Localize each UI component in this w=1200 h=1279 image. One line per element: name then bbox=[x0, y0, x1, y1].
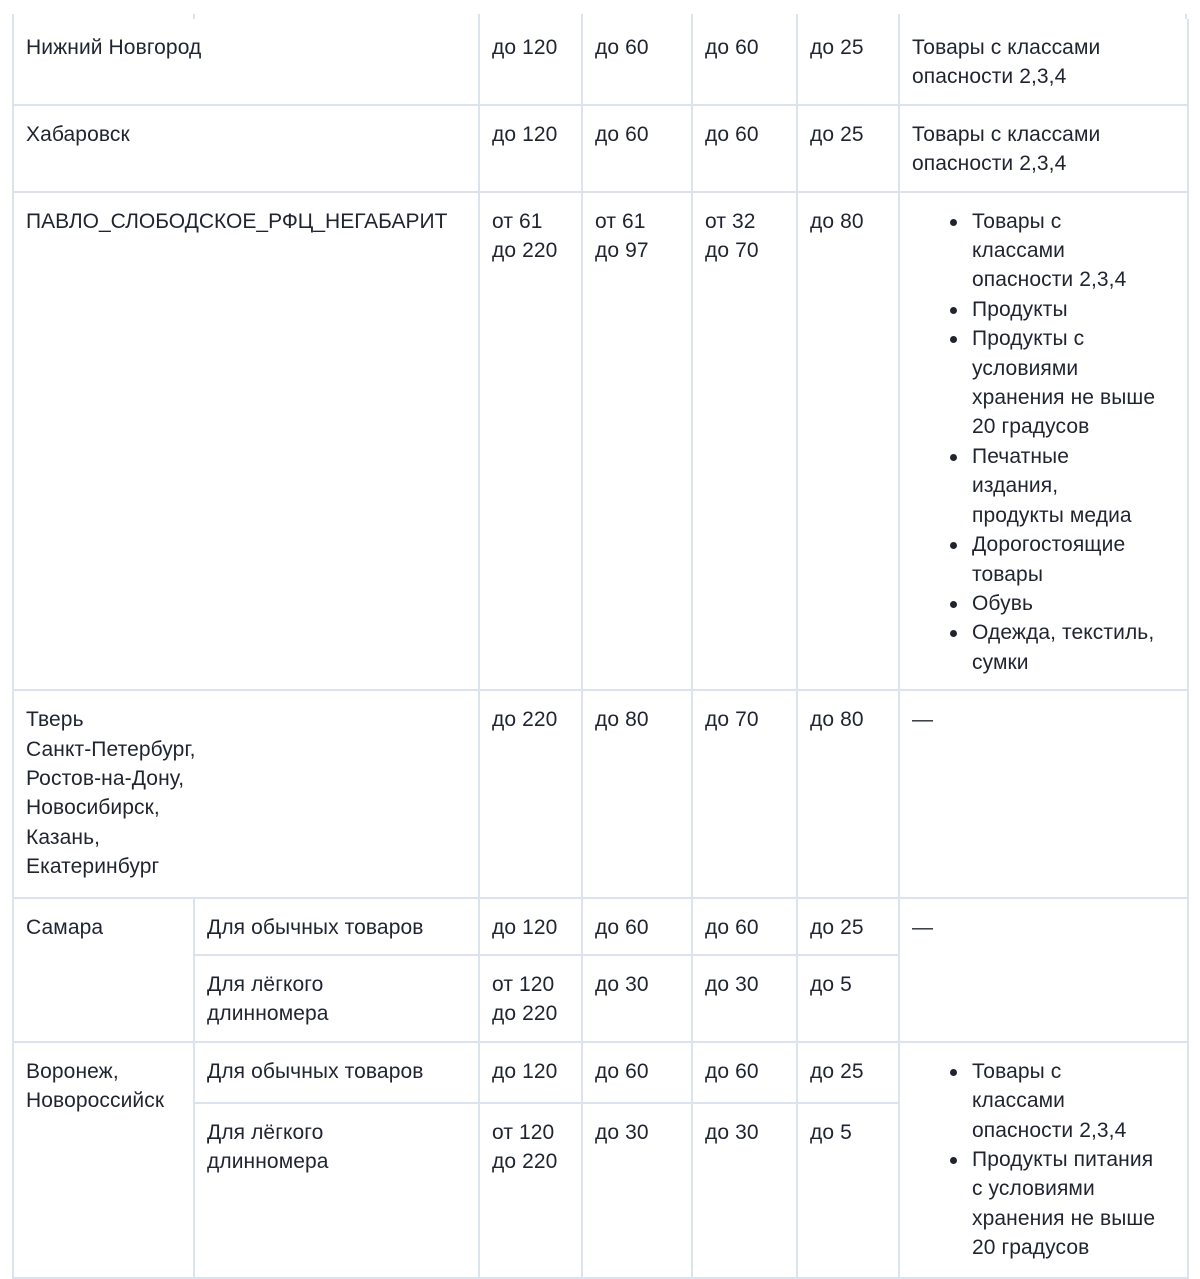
list-item-text: классами bbox=[972, 1089, 1066, 1113]
height-cell bbox=[692, 1042, 797, 1103]
weight-value: до 25 bbox=[810, 1059, 864, 1083]
width-value: до 60 bbox=[595, 915, 649, 939]
list-item bbox=[972, 618, 1175, 677]
goods-text: — bbox=[912, 915, 934, 939]
list-item bbox=[972, 1057, 1175, 1145]
list-item-text: Дорогостоящие bbox=[972, 533, 1126, 557]
goods-type: Для обычных товаров bbox=[207, 915, 424, 939]
list-item-text: опасности 2,3,4 bbox=[972, 1118, 1127, 1142]
length-cell bbox=[479, 955, 582, 1042]
table-row bbox=[13, 690, 1188, 897]
list-item-text: Товары с bbox=[972, 209, 1062, 233]
list-item-text: Продукты питания bbox=[972, 1148, 1154, 1171]
weight-cell bbox=[797, 690, 899, 897]
length-value: до 220 bbox=[492, 1150, 558, 1174]
length-value: от 61 bbox=[492, 209, 543, 233]
weight-value: до 80 bbox=[810, 708, 864, 732]
height-cell bbox=[692, 898, 797, 955]
list-item-text: Продукты с bbox=[972, 327, 1085, 351]
height-cell bbox=[692, 690, 797, 897]
table-row bbox=[13, 192, 1188, 691]
city-name: Казань, bbox=[26, 825, 101, 849]
width-cell bbox=[582, 19, 692, 105]
width-value: до 60 bbox=[595, 122, 649, 146]
length-value: до 220 bbox=[492, 239, 558, 263]
length-value: до 120 bbox=[492, 915, 558, 939]
weight-cell bbox=[797, 955, 899, 1042]
length-value: до 120 bbox=[492, 122, 558, 146]
list-item-text: Обувь bbox=[972, 591, 1033, 615]
table-row bbox=[13, 19, 1188, 105]
weight-cell bbox=[797, 19, 899, 105]
weight-cell bbox=[797, 898, 899, 955]
goods-type: длинномера bbox=[207, 1150, 329, 1174]
weight-value: до 5 bbox=[810, 972, 852, 996]
city-cell bbox=[13, 898, 194, 1042]
list-item-text: товары bbox=[972, 562, 1044, 586]
city-cell bbox=[13, 19, 479, 105]
city-name: Самара bbox=[26, 915, 104, 939]
width-value: до 60 bbox=[595, 36, 649, 59]
goods-cell bbox=[899, 105, 1188, 192]
table-row bbox=[13, 1042, 1188, 1103]
city-cell bbox=[13, 105, 479, 192]
goods-type-cell bbox=[194, 898, 479, 955]
goods-text: Товары с классами bbox=[912, 36, 1101, 59]
width-value: до 80 bbox=[595, 708, 649, 732]
length-cell bbox=[479, 105, 582, 192]
list-item bbox=[972, 442, 1175, 530]
list-item bbox=[972, 589, 1175, 618]
width-value: до 30 bbox=[595, 1120, 649, 1144]
length-cell bbox=[479, 1103, 582, 1278]
list-item bbox=[972, 295, 1175, 324]
width-cell bbox=[582, 1103, 692, 1278]
warehouse-limits-table bbox=[12, 19, 1189, 1279]
length-cell bbox=[479, 690, 582, 897]
length-value: до 220 bbox=[492, 708, 558, 732]
length-value: до 220 bbox=[492, 1002, 558, 1026]
width-cell bbox=[582, 690, 692, 897]
goods-text: Товары с классами bbox=[912, 122, 1101, 146]
city-name: Хабаровск bbox=[26, 122, 130, 146]
width-value: до 30 bbox=[595, 972, 649, 996]
weight-value: до 80 bbox=[810, 209, 864, 233]
list-item-text: Продукты bbox=[972, 297, 1068, 321]
weight-value: до 25 bbox=[810, 36, 864, 59]
goods-list bbox=[912, 1057, 1175, 1263]
list-item-text: опасности 2,3,4 bbox=[972, 268, 1127, 292]
goods-type-cell bbox=[194, 1042, 479, 1103]
city-name: Ростов-на-Дону, bbox=[26, 766, 185, 790]
width-value: до 97 bbox=[595, 239, 649, 263]
weight-cell bbox=[797, 105, 899, 192]
list-item bbox=[972, 530, 1175, 589]
length-cell bbox=[479, 898, 582, 955]
city-name: Екатеринбург bbox=[26, 855, 160, 879]
list-item-text: хранения не выше bbox=[972, 386, 1156, 410]
goods-type: Для обычных товаров bbox=[207, 1059, 424, 1083]
list-item-text: Товары с bbox=[972, 1059, 1062, 1083]
city-name: Воронеж, bbox=[26, 1059, 119, 1083]
list-item-text: 20 градусов bbox=[972, 415, 1090, 439]
list-item bbox=[972, 207, 1175, 295]
length-value: до 120 bbox=[492, 1059, 558, 1083]
goods-cell bbox=[899, 898, 1188, 1042]
goods-type: длинномера bbox=[207, 1002, 329, 1026]
weight-value: до 25 bbox=[810, 122, 864, 146]
length-cell bbox=[479, 192, 582, 691]
height-cell bbox=[692, 1103, 797, 1278]
length-cell bbox=[479, 1042, 582, 1103]
goods-list bbox=[912, 207, 1175, 678]
goods-text: — bbox=[912, 708, 934, 732]
goods-text: опасности 2,3,4 bbox=[912, 152, 1067, 176]
list-item-text: с условиями bbox=[972, 1177, 1095, 1201]
height-cell bbox=[692, 105, 797, 192]
weight-cell bbox=[797, 192, 899, 691]
height-cell bbox=[692, 192, 797, 691]
list-item bbox=[972, 1145, 1175, 1263]
width-value: до 60 bbox=[595, 1059, 649, 1083]
height-value: до 70 bbox=[705, 708, 759, 732]
goods-type-cell bbox=[194, 955, 479, 1042]
table-row bbox=[13, 105, 1188, 192]
weight-value: до 25 bbox=[810, 915, 864, 939]
list-item-text: хранения не выше bbox=[972, 1206, 1156, 1230]
weight-cell bbox=[797, 1042, 899, 1103]
list-item-text: Одежда, текстиль, bbox=[972, 621, 1155, 645]
height-value: до 30 bbox=[705, 972, 759, 996]
height-cell bbox=[692, 19, 797, 105]
height-cell bbox=[692, 955, 797, 1042]
list-item-text: 20 градусов bbox=[972, 1236, 1090, 1260]
width-cell bbox=[582, 955, 692, 1042]
list-item-text: Печатные bbox=[972, 444, 1070, 468]
length-value: до 120 bbox=[492, 36, 558, 59]
city-name: Новороссийск bbox=[26, 1089, 165, 1113]
city-cell bbox=[13, 690, 479, 897]
length-value: от 120 bbox=[492, 1120, 555, 1144]
city-name: ПАВЛО_СЛОБОДСКОЕ_РФЦ_НЕГАБАРИТ bbox=[26, 209, 448, 233]
width-cell bbox=[582, 192, 692, 691]
list-item-text: условиями bbox=[972, 356, 1079, 380]
weight-value: до 5 bbox=[810, 1120, 852, 1144]
length-cell bbox=[479, 19, 582, 105]
goods-cell bbox=[899, 1042, 1188, 1278]
goods-type: Для лёгкого bbox=[207, 1120, 324, 1144]
height-value: до 30 bbox=[705, 1120, 759, 1144]
length-value: от 120 bbox=[492, 972, 555, 996]
height-value: до 70 bbox=[705, 239, 759, 263]
city-name: Тверь bbox=[26, 708, 84, 732]
goods-type: Для лёгкого bbox=[207, 972, 324, 996]
list-item-text: сумки bbox=[972, 650, 1029, 674]
table-row bbox=[13, 898, 1188, 955]
goods-text: опасности 2,3,4 bbox=[912, 65, 1067, 89]
city-name: Новосибирск, bbox=[26, 796, 160, 820]
document-page bbox=[12, 19, 1187, 1279]
list-item-text: классами bbox=[972, 239, 1066, 263]
goods-cell bbox=[899, 192, 1188, 691]
height-value: до 60 bbox=[705, 122, 759, 146]
width-cell bbox=[582, 898, 692, 955]
goods-cell bbox=[899, 690, 1188, 897]
height-value: от 32 bbox=[705, 209, 756, 233]
width-value: от 61 bbox=[595, 209, 646, 233]
width-cell bbox=[582, 1042, 692, 1103]
goods-type-cell bbox=[194, 1103, 479, 1278]
height-value: до 60 bbox=[705, 915, 759, 939]
weight-cell bbox=[797, 1103, 899, 1278]
width-cell bbox=[582, 105, 692, 192]
city-cell bbox=[13, 192, 479, 691]
goods-cell bbox=[899, 19, 1188, 105]
city-cell bbox=[13, 1042, 194, 1278]
height-value: до 60 bbox=[705, 1059, 759, 1083]
list-item-text: издания, bbox=[972, 474, 1059, 498]
height-value: до 60 bbox=[705, 36, 759, 59]
list-item-text: продукты медиа bbox=[972, 503, 1132, 527]
city-name: Санкт-Петербург, bbox=[26, 737, 196, 761]
list-item bbox=[972, 324, 1175, 442]
city-name: Нижний Новгород bbox=[26, 36, 202, 59]
